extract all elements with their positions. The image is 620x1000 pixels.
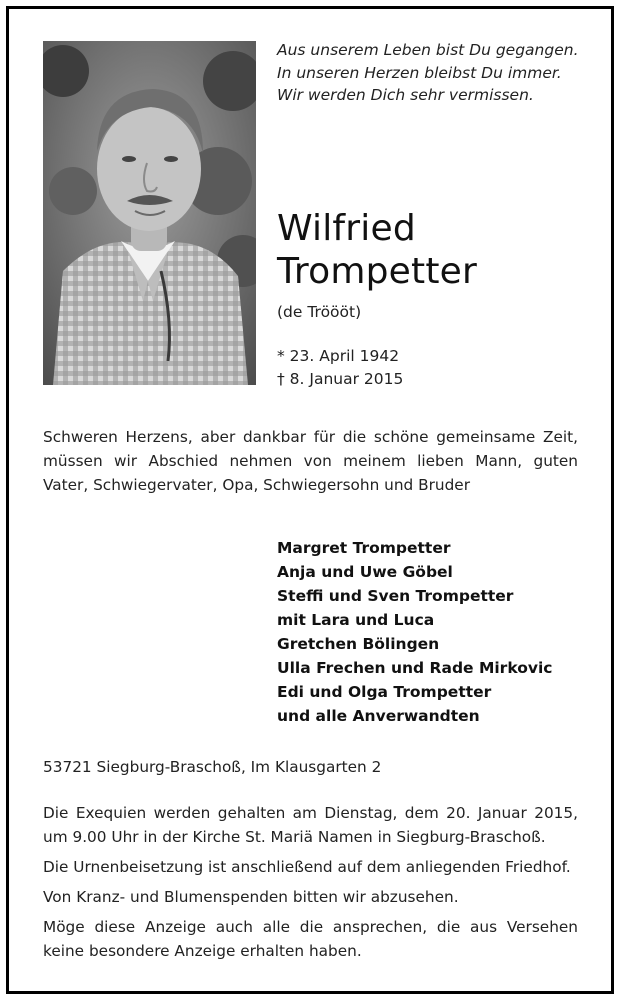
mourner: Anja und Uwe Göbel [277,563,453,581]
exequien-line: um 9.00 Uhr in der Kirche St. Mariä Namen in Siegburg-Braschoß. [43,828,546,846]
exequien-line: Die Exequien werden gehalten am Dienstag, dem 20. Januar 2015, [43,804,578,822]
urn-note: Die Urnenbeisetzung ist anschließend auf dem anliegenden Friedhof. [43,858,571,876]
verse-line: Aus unserem Leben bist Du gegangen. [277,41,579,59]
intro-line: Schweren Herzens, aber dankbar für die schöne gemeinsame Zeit, [43,428,578,446]
mourners-list [277,536,552,728]
mourner: Gretchen Bölingen [277,635,440,653]
death-date: † 8. Januar 2015 [277,370,404,388]
mourner: und alle Anverwandten [277,707,480,725]
portrait-photo [43,41,256,385]
obituary-notice [6,6,614,994]
memorial-verse [277,39,597,107]
verse-line: Wir werden Dich sehr vermissen. [277,86,534,104]
first-name: Wilfried [277,208,416,249]
family-address: 53721 Siegburg-Braschoß, Im Klausgarten 2 [43,758,382,776]
last-name: Trompetter [277,251,477,292]
verse-line: In unseren Herzen bleibst Du immer. [277,63,562,82]
closing-note [43,915,578,963]
closing-line: Möge diese Anzeige auch alle die ansprechen, die aus Versehen [43,918,578,936]
mourner: Steffi und Sven Trompetter [277,587,514,605]
exequien-note [43,801,578,849]
intro-text [43,425,578,497]
closing-line: keine besondere Anzeige erhalten haben. [43,942,362,960]
flowers-note: Von Kranz- und Blumenspenden bitten wir abzusehen. [43,888,459,906]
nickname: (de Tröööt) [277,303,362,321]
deceased-name [277,207,597,293]
birth-date: * 23. April 1942 [277,347,400,365]
mourner: mit Lara und Luca [277,611,435,629]
mourner: Ulla Frechen und Rade Mirkovic [277,659,553,677]
mourner: Edi und Olga Trompetter [277,683,492,701]
intro-line: Vater, Schwiegervater, Opa, Schwiegersohn und Bruder [43,476,470,494]
life-dates [277,345,403,391]
mourner: Margret Trompetter [277,539,451,557]
service-notes [43,801,578,969]
intro-line: müssen wir Abschied nehmen von meinem lieben Mann, guten [43,452,578,470]
